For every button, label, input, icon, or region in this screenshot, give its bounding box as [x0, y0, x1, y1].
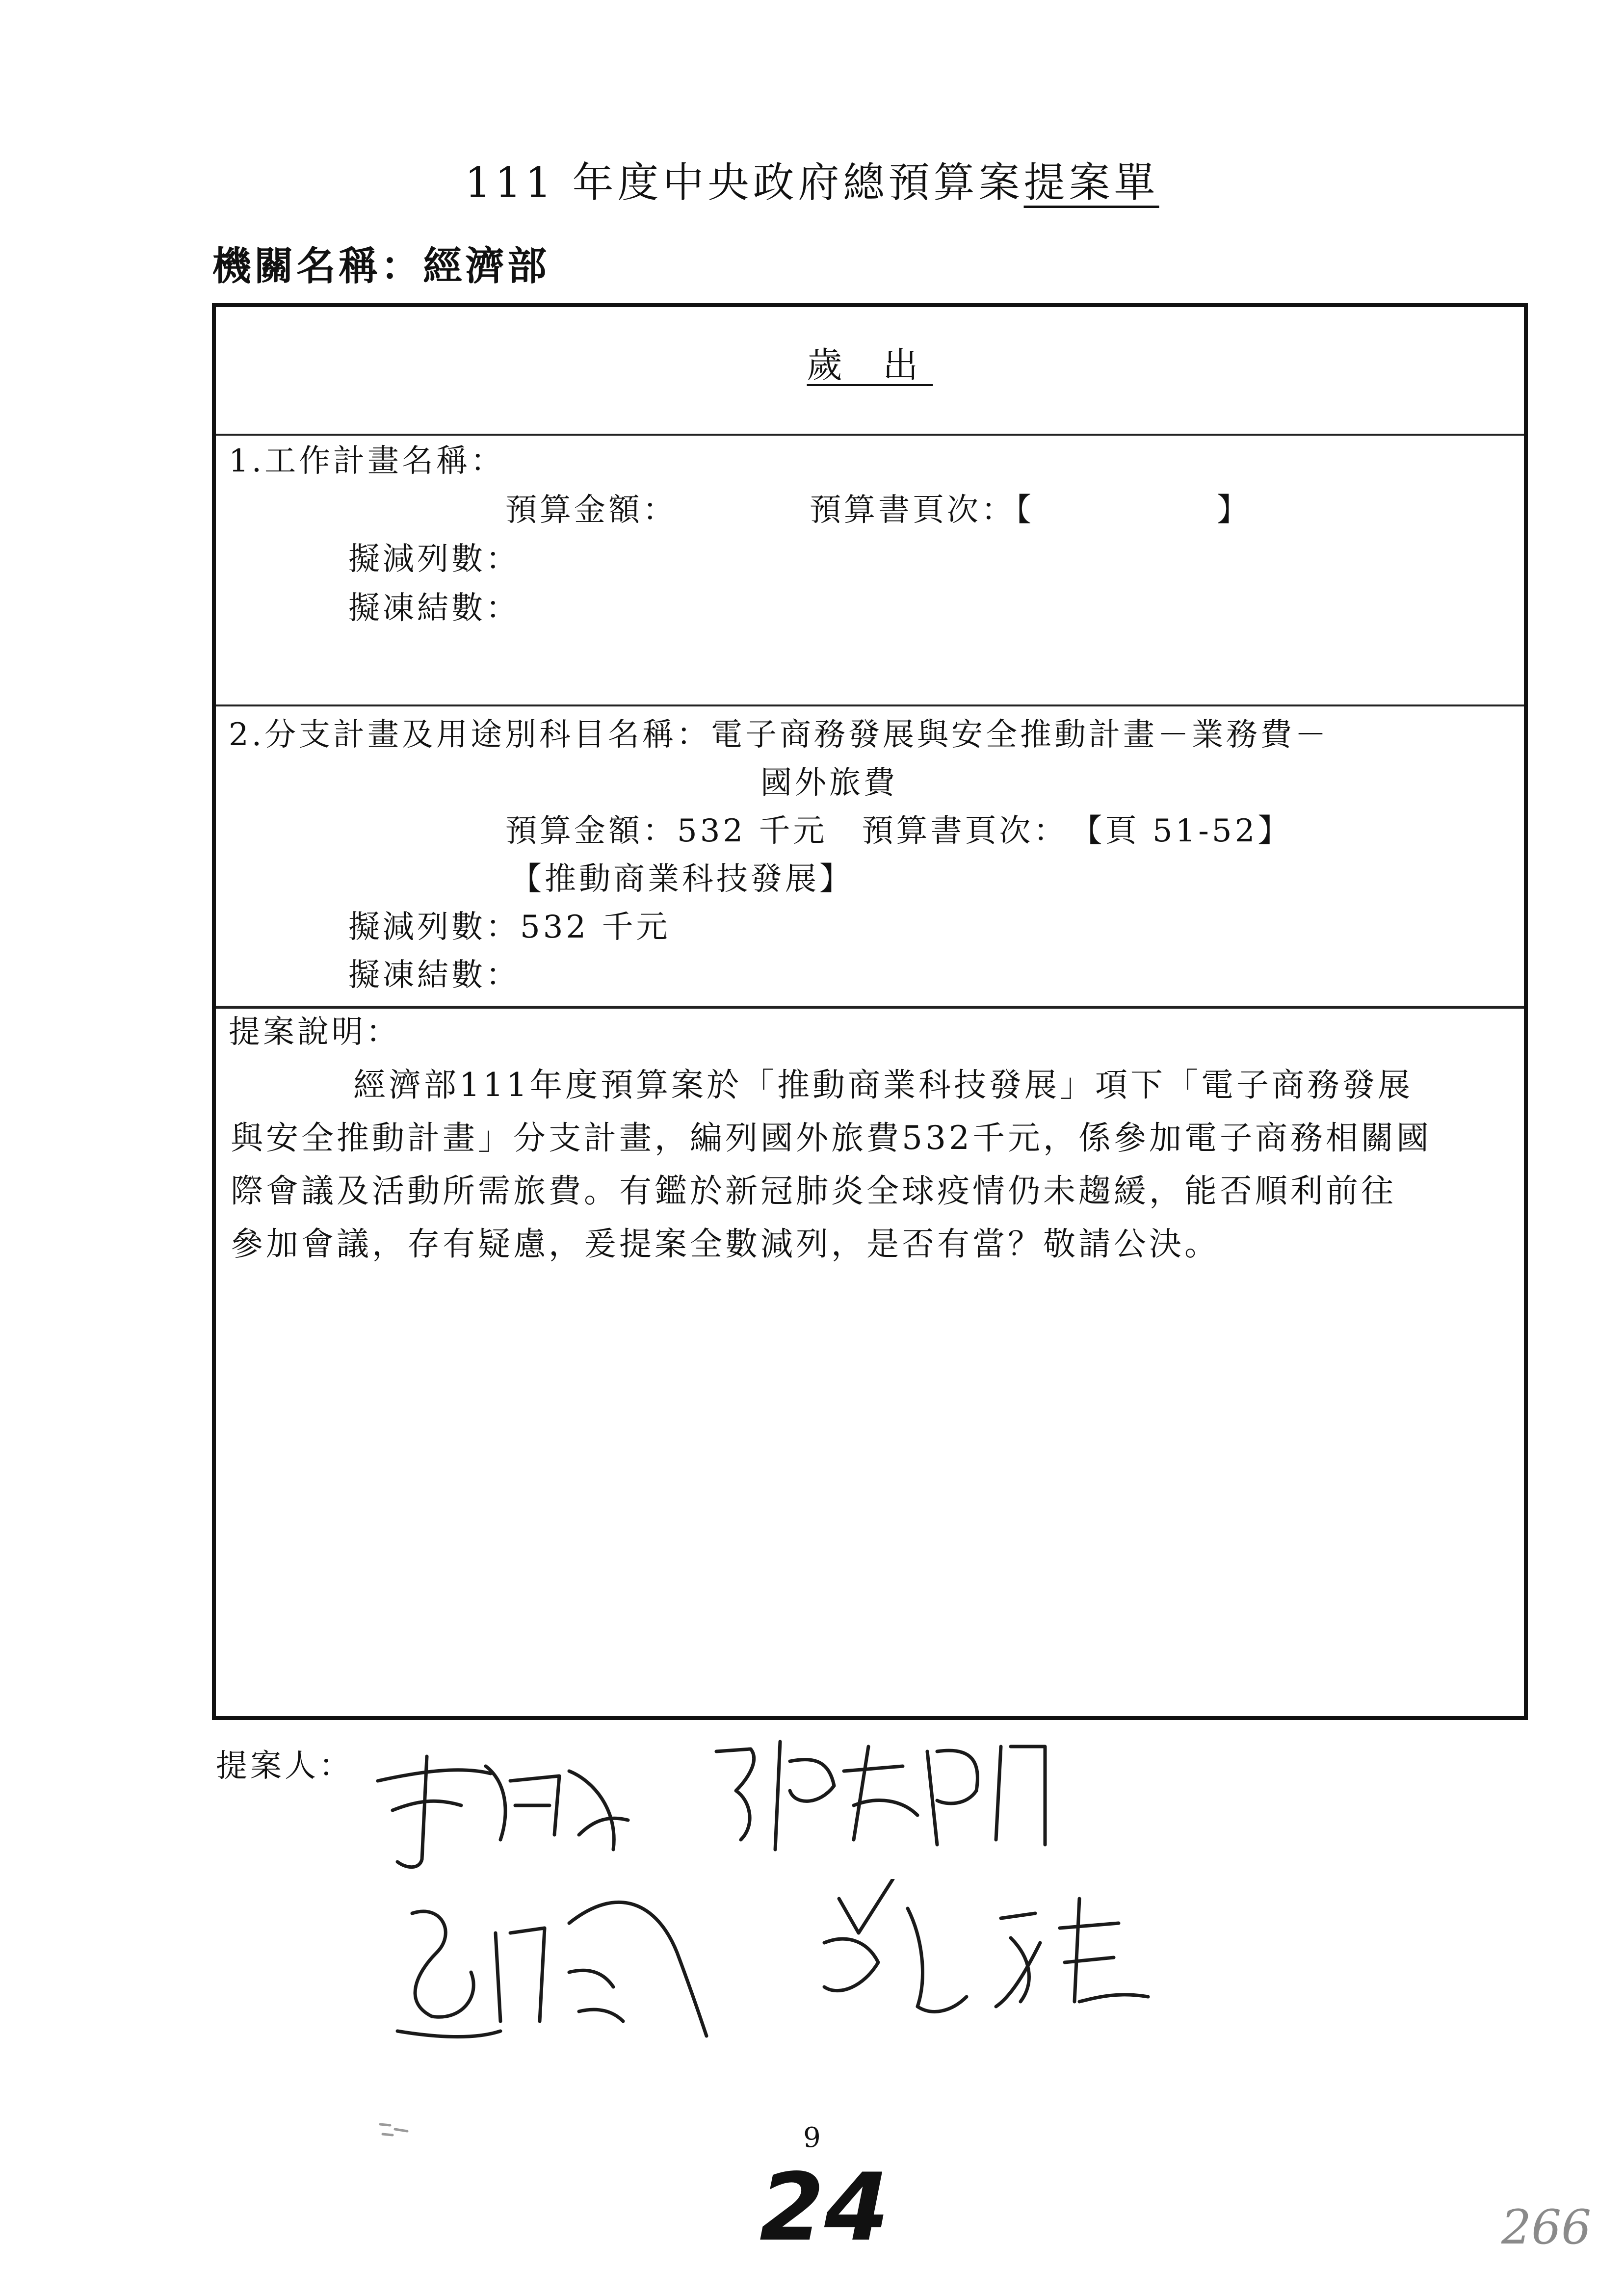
proposal-line-4: 參加會議，存有疑慮，爰提案全數減列，是否有當？敬請公決。 — [231, 1225, 1220, 1263]
proposal-line-3: 際會議及活動所需旅費。有鑑於新冠肺炎全球疫情仍未趨緩，能否順利前往 — [231, 1172, 1396, 1210]
item1-block — [216, 436, 1524, 705]
item2-block — [216, 706, 1524, 1007]
item1-budget-label: 預算金額： — [505, 492, 677, 528]
section-header-row — [216, 307, 1524, 435]
form-frame — [212, 303, 1528, 1720]
signature-3 — [383, 1874, 736, 2051]
proposal-line-1: 經濟部111年度預算案於「推動商業科技發展」項下「電子商務發展 — [353, 1066, 1413, 1104]
item2-budget-line: 預算金額：532 千元 預算書頁次： 【頁 51-52】 — [505, 813, 1292, 849]
item2-freeze-label: 擬凍結數： — [348, 957, 520, 993]
item1-name-label: 1.工作計畫名稱： — [229, 443, 505, 479]
section-header: 歲 出 — [807, 344, 933, 386]
item1-page-label: 預算書頁次：【 — [810, 492, 1034, 528]
signature-1 — [363, 1737, 638, 1874]
signature-4 — [805, 1879, 1158, 2026]
proposal-line-2: 與安全推動計畫」分支計畫，編列國外旅費532千元，係參加電子商務相關國 — [231, 1119, 1432, 1157]
item1-freeze-label: 擬凍結數： — [348, 590, 520, 626]
proposal-text — [231, 1059, 1516, 1271]
item2-reduce-line: 擬減列數：532 千元 — [348, 909, 671, 945]
page-number: 9 — [803, 2122, 821, 2154]
item1-reduce-label: 擬減列數： — [348, 541, 520, 577]
document-title — [0, 150, 1624, 209]
signature-2 — [707, 1732, 1060, 1859]
item1-page-close: 】 — [1217, 492, 1251, 528]
proposal-block — [216, 1009, 1524, 1715]
title-main: 111 年度中央政府總預算案 — [465, 158, 1024, 207]
agency-name: 機關名稱：經濟部 — [212, 243, 550, 289]
item2-name-line2: 國外旅費 — [760, 765, 898, 801]
margin-note: 266 — [1501, 2200, 1592, 2255]
item2-name-line1: 2.分支計畫及用途別科目名稱：電子商務發展與安全推動計畫－業務費－ — [229, 717, 1330, 753]
proposer-label: 提案人： — [216, 1748, 353, 1784]
proposal-label: 提案說明： — [229, 1014, 400, 1050]
title-underlined: 提案單 — [1023, 158, 1159, 207]
handwritten-page-number: 24 — [759, 2153, 890, 2262]
item2-program-line: 【推動商業科技發展】 — [510, 861, 854, 897]
